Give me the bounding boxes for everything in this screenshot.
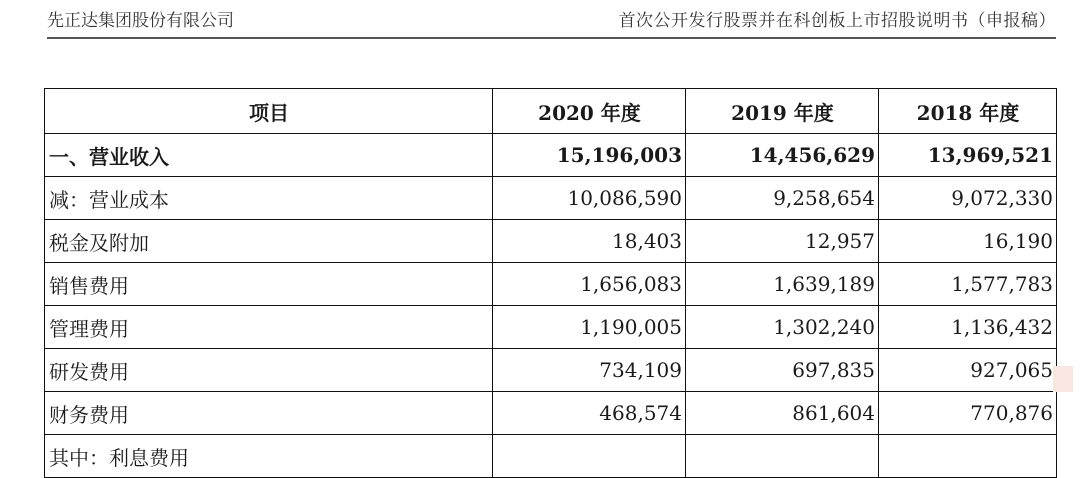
- column-header-2018: 2018 年度: [879, 89, 1057, 134]
- cell-value: 9,072,330: [879, 177, 1057, 220]
- cell-value: [493, 435, 686, 478]
- document-title: 首次公开发行股票并在科创板上市招股说明书（申报稿）: [618, 11, 1056, 31]
- cell-value: 1,656,083: [493, 263, 686, 306]
- cell-value: [879, 435, 1057, 478]
- cell-value: 15,196,003: [493, 134, 686, 177]
- row-label: 财务费用: [45, 392, 493, 435]
- cell-value: 770,876: [879, 392, 1057, 435]
- row-label: 税金及附加: [45, 220, 493, 263]
- row-label: 销售费用: [45, 263, 493, 306]
- column-header-2020: 2020 年度: [493, 89, 686, 134]
- cell-value: 1,639,189: [686, 263, 879, 306]
- cell-value: 12,957: [686, 220, 879, 263]
- cell-value: 14,456,629: [686, 134, 879, 177]
- table-row: [45, 220, 1057, 263]
- row-label: 研发费用: [45, 349, 493, 392]
- cell-value: 9,258,654: [686, 177, 879, 220]
- table-row: [45, 263, 1057, 306]
- cell-value: 1,577,783: [879, 263, 1057, 306]
- table-row: [45, 134, 1057, 177]
- page-header: [47, 0, 1056, 39]
- table-row: [45, 349, 1057, 392]
- cell-value: 1,190,005: [493, 306, 686, 349]
- cell-value: 861,604: [686, 392, 879, 435]
- scan-mark: [1053, 366, 1073, 392]
- cell-value: 697,835: [686, 349, 879, 392]
- table-header-row: [45, 89, 1057, 134]
- cell-value: 468,574: [493, 392, 686, 435]
- cell-value: 16,190: [879, 220, 1057, 263]
- cell-value: 1,136,432: [879, 306, 1057, 349]
- column-header-item: 项目: [45, 89, 493, 134]
- column-header-2019: 2019 年度: [686, 89, 879, 134]
- table-row: [45, 435, 1057, 478]
- income-statement-table: [44, 88, 1057, 478]
- table-row: [45, 392, 1057, 435]
- row-label: 减：营业成本: [45, 177, 493, 220]
- row-label: 其中：利息费用: [45, 435, 493, 478]
- company-name: 先正达集团股份有限公司: [47, 11, 234, 31]
- row-label: 一、营业收入: [45, 134, 493, 177]
- cell-value: 734,109: [493, 349, 686, 392]
- cell-value: 10,086,590: [493, 177, 686, 220]
- income-statement-table-container: [44, 88, 1056, 478]
- cell-value: 1,302,240: [686, 306, 879, 349]
- cell-value: 927,065: [879, 349, 1057, 392]
- table-row: [45, 306, 1057, 349]
- cell-value: 13,969,521: [879, 134, 1057, 177]
- row-label: 管理费用: [45, 306, 493, 349]
- cell-value: 18,403: [493, 220, 686, 263]
- table-row: [45, 177, 1057, 220]
- cell-value: [686, 435, 879, 478]
